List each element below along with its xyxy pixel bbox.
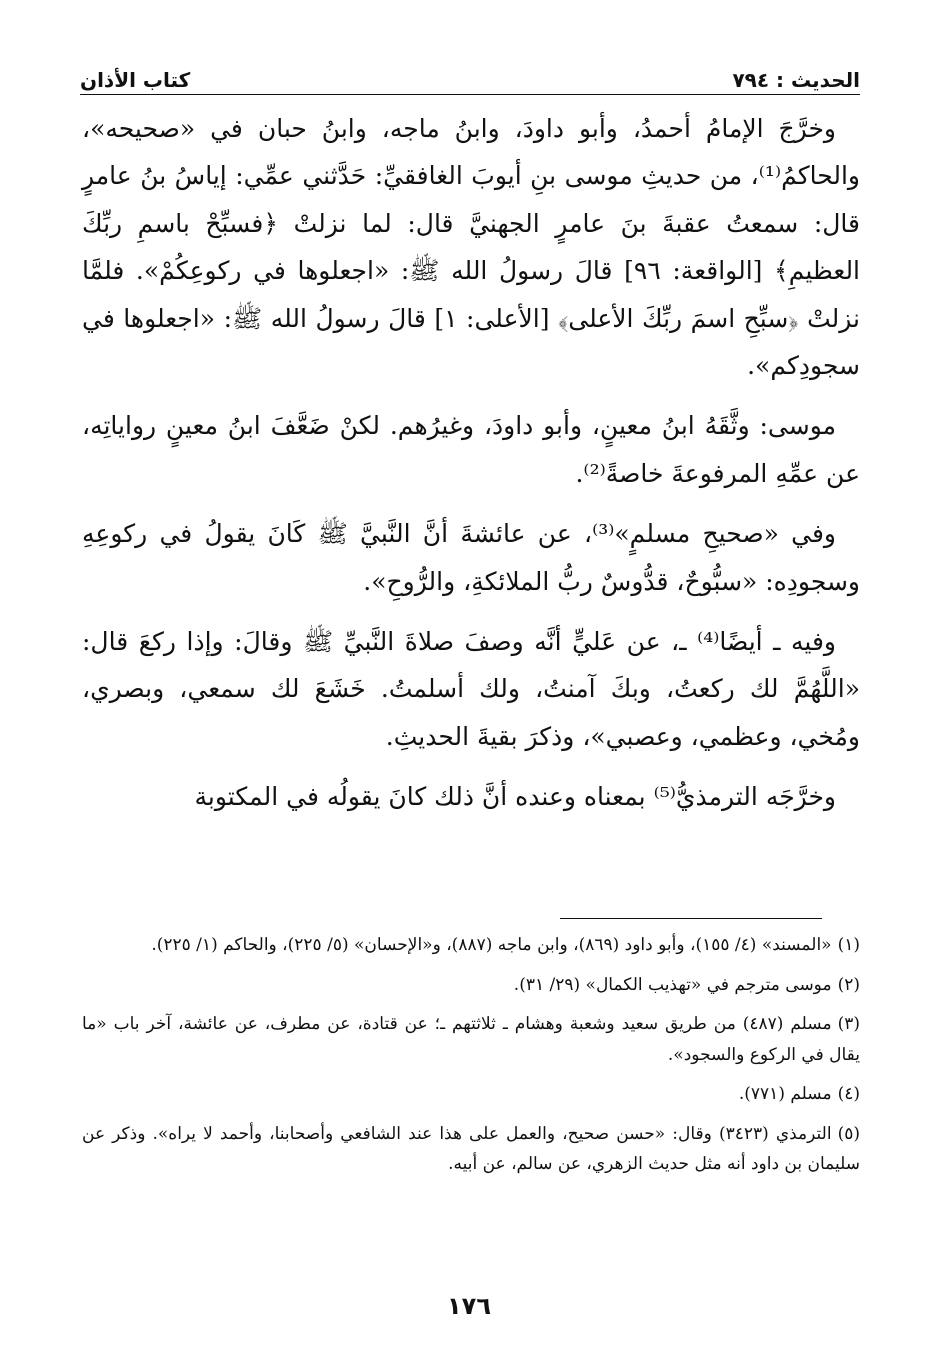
footnote-text: الترمذي (٣٤٢٣) وقال: «حسن صحيح، والعمل على هذا عند الشافعي وأصحابنا، وأحمد لا يراه». وذكر عن سليمان بن داود أنه مثل حديث الزهري، عن سالم، عن أبيه.	[82, 1123, 860, 1174]
hadith-number-label: الحديث : ٧٩٤	[732, 68, 860, 92]
footnote-number: (٤)	[837, 1084, 860, 1104]
footnote	[82, 1079, 860, 1110]
footnote	[82, 970, 860, 1001]
footnote-number: (٣)	[837, 1014, 861, 1034]
paragraph: موسى: وثَّقَهُ ابنُ معينٍ، وأبو داودَ، وغيرُهم. لكنْ ضَعَّفَ ابنُ معينٍ رواياتِه، عن عمِّهِ المرفوعةَ خاصةً⁽²⁾.	[82, 411, 860, 488]
paragraph: وفي «صحيحِ مسلمٍ»⁽³⁾، عن عائشةَ أنَّ النَّبيَّ ﷺ كَانَ يقولُ في ركوعِهِ وسجودِه: «سبُّوحٌ، قدُّوسٌ ربُّ الملائكةِ، والرُّوحِ».	[82, 519, 860, 596]
paragraph: وخرَّجَ الإمامُ أحمدُ، وأبو داودَ، وابنُ ماجه، وابنُ حبان في «صحيحه»، والحاكمُ⁽¹⁾، من حديثِ موسى بنِ أيوبَ الغافقيِّ: حَدَّثني عمِّي: إياسُ بنُ عامرٍ قال: سمعتُ عقبةَ بنَ عامرٍ الجهنيَّ قال: لما نزلتْ ﴿فسبِّحْ باسمِ ربِّكَ العظيمِ﴾ [الواقعة: ٩٦] قالَ رسولُ الله ﷺ: «اجعلوها في ركوعِكُمْ». فلمَّا نزلتْ ﴿سبِّحِ اسمَ ربِّكَ الأعلى﴾ [الأعلى: ١] قالَ رسولُ الله ﷺ: «اجعلوها في سجودِكم».	[82, 114, 861, 381]
footnote	[82, 1119, 860, 1180]
footnote-number: (١)	[837, 935, 860, 955]
page-number: ١٧٦	[447, 1292, 491, 1320]
footnote-text: مسلم (٧٧١).	[738, 1084, 832, 1104]
running-header	[80, 58, 860, 92]
footnote-number: (٢)	[837, 974, 860, 995]
footnote	[82, 1009, 860, 1070]
footnote-number: (٥)	[837, 1123, 860, 1144]
footnote-text: مسلم (٤٨٧) من طريق سعيد وشعبة وهشام ـ ثلاثتهم ـ؛ عن قتادة، عن مطرف، عن عائشة، آخر باب «ما يقال في الركوع والسجود».	[82, 1014, 860, 1065]
footnote-separator	[560, 918, 822, 919]
footnote-text: موسى مترجم في «تهذيب الكمال» (٢٩/ ٣١).	[513, 974, 832, 995]
header-rule	[80, 94, 860, 95]
paragraph: وخرَّجَه الترمذيُّ⁽⁵⁾ بمعناه وعنده أنَّ ذلك كانَ يقولُه في المكتوبة	[194, 782, 836, 812]
book-title: كتاب الأذان	[80, 68, 191, 92]
footnote-text: «المسند» (٤/ ١٥٥)، وأبو داود (٨٦٩)، وابن ماجه (٨٨٧)، و«الإحسان» (٥/ ٢٢٥)، والحاكم (١/ ٢٢٥).	[151, 935, 832, 955]
main-text	[82, 105, 860, 834]
footnotes	[82, 930, 860, 1189]
paragraph: وفيه ـ أيضًا⁽⁴⁾ ـ، عن عَليٍّ أنَّه وصفَ صلاةَ النَّبيِّ ﷺ وقالَ: وإذا ركعَ قال: «اللَّهُمَّ لك ركعتُ، وبكَ آمنتُ، ولك أسلمتُ. خَشَعَ لك سمعي، وبصري، ومُخي، وعظمي، وعصبي»، وذكرَ بقيةَ الحديثِ.	[82, 627, 860, 751]
footnote	[82, 930, 860, 961]
